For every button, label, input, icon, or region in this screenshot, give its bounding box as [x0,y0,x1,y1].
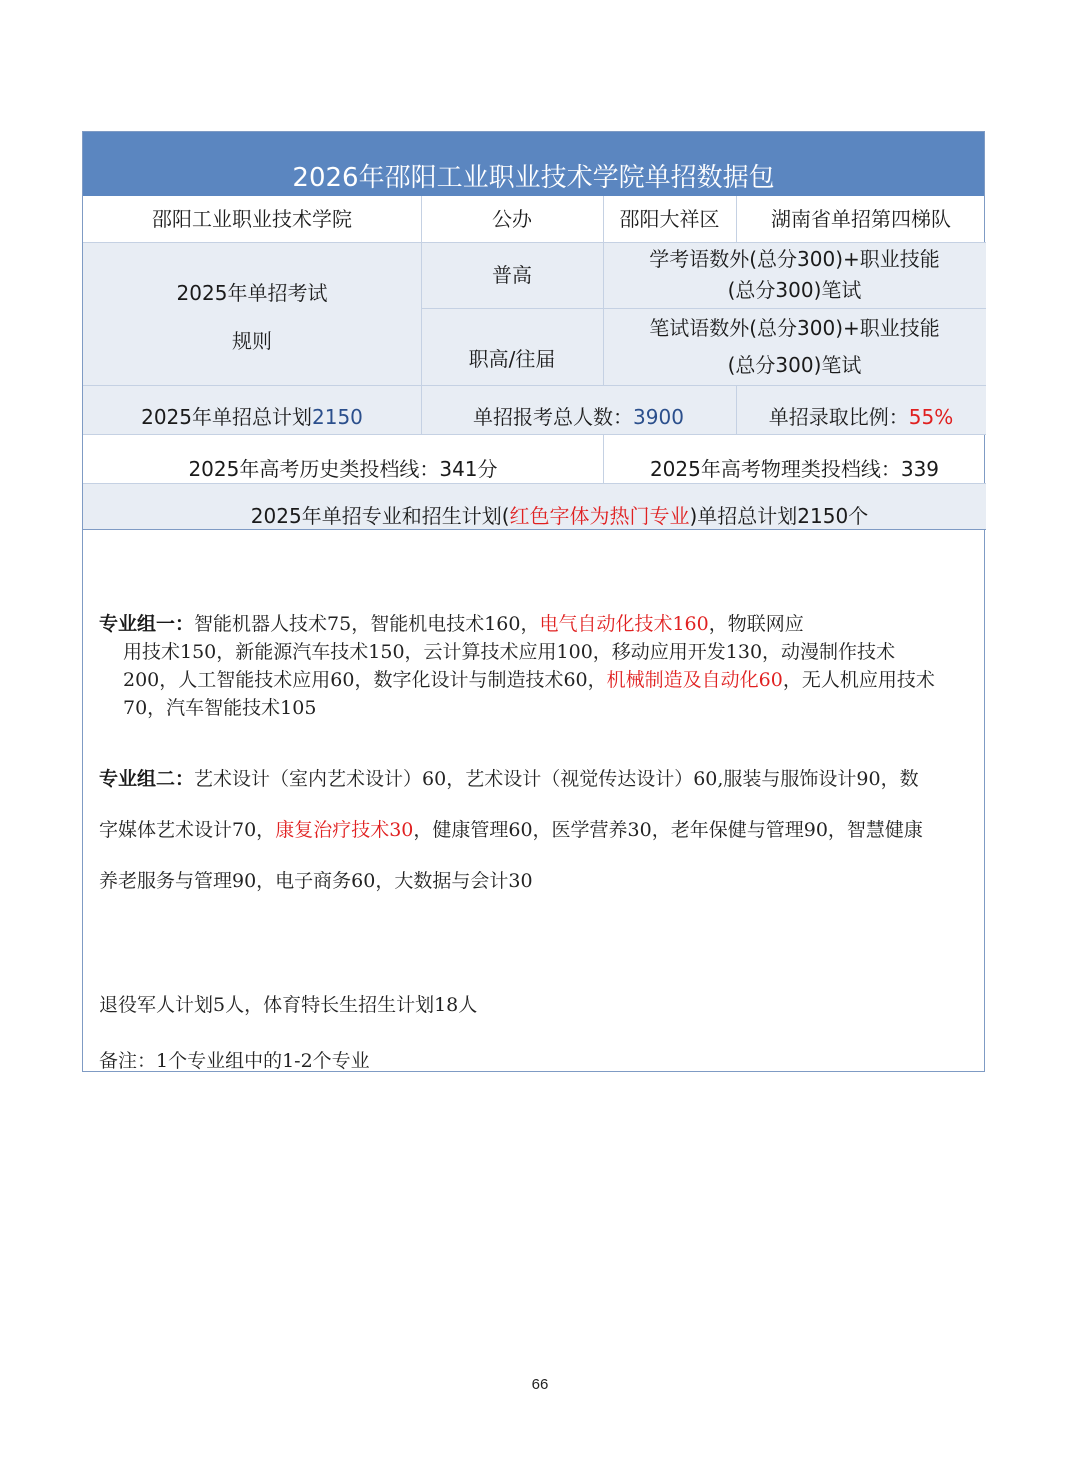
school-district: 邵阳大祥区 [619,207,720,231]
general-rule-line1: 学考语数外(总分300)+职业技能 [649,247,940,271]
general-label: 普高 [421,242,603,308]
grid-line [603,196,604,385]
group1-text-d: ，无人机应用技术70，汽车智能技术105 [123,669,935,719]
majors-header-suffix: )单招总计划2150个 [689,504,869,528]
group1-hot-a: 电气自动化技术160 [539,613,709,635]
group2-text-b: ，健康管理60，医学营养30，老年保健与管理90，智慧健康养老服务与管理90，电子商务60，大数据与会计30 [99,819,923,892]
group2-label: 专业组二： [99,768,195,790]
group1-continuation [99,638,949,722]
admission-ratio [736,385,986,434]
total-plan [83,385,421,434]
group1-text-a: 智能机器人技术75，智能机电技术160， [194,613,540,635]
grid-line [83,434,986,435]
grid-line [603,434,604,483]
group1-text-c: 用技术150，新能源汽车技术150，云计算技术应用100，移动应用开发130，动漫制作技术200，人工智能技术应用60，数字化设计与制造技术60， [123,641,896,691]
school-name: 邵阳工业职业技术学院 [152,207,352,231]
group1-hot-b: 机械制造及自动化60 [606,669,783,691]
group1-label: 专业组一： [99,613,195,635]
major-group-1 [99,610,949,722]
grid-line [736,385,737,434]
rules-label-line2: 规则 [232,328,272,353]
grid-line [83,242,986,243]
majors-header [83,483,986,529]
extra-plan: 退役军人计划5人，体育特长生招生计划18人 [99,994,478,1016]
vocational-rule-line2: (总分300)笔试 [727,352,862,377]
applicants-label: 单招报考总人数： [473,404,634,429]
grid-line [83,529,986,530]
group2-text-a: 艺术设计（室内艺术设计）60，艺术设计（视觉传达设计）60,服装与服饰设计90，数字媒体艺术设计70， [99,768,919,841]
majors-header-hot: 红色字体为热门专业 [509,504,690,528]
group2-hot-a: 康复治疗技术30 [275,819,414,841]
total-applicants [421,385,736,434]
total-plan-value: 2150 [312,404,363,429]
general-rule [603,242,986,308]
rules-label-line1: 2025年单招考试 [176,280,328,305]
ratio-label: 单招录取比例： [768,404,909,429]
vocational-label: 职高/往届 [421,308,603,385]
rules-label [83,242,421,385]
school-type: 公办 [492,207,532,231]
physics-score-line: 2025年高考物理类投档线：339 [649,456,940,481]
vocational-rule [603,308,986,385]
grid-line [421,308,986,309]
major-group-2 [99,754,929,907]
school-tier: 湖南省单招第四梯队 [771,207,951,231]
grid-line [421,196,422,434]
footnote: 备注：1个专业组中的1-2个专业 [99,1050,370,1072]
sheet-title: 2026年邵阳工业职业技术学院单招数据包 [83,132,984,196]
general-rule-line2: (总分300)笔试 [727,278,862,302]
vocational-rule-line1: 笔试语数外(总分300)+职业技能 [649,315,940,340]
majors-header-prefix: 2025年单招专业和招生计划( [250,504,510,528]
applicants-value: 3900 [633,404,684,429]
grid-line [83,385,986,386]
grid-line [83,483,986,484]
history-score-line: 2025年高考历史类投档线：341分 [188,456,498,481]
total-plan-label: 2025年单招总计划 [141,404,312,429]
grid-line [736,196,737,242]
ratio-value: 55% [908,404,954,429]
group1-text-b: ，物联网应 [708,613,804,635]
data-sheet [82,131,985,1072]
page-number: 66 [531,1376,549,1393]
